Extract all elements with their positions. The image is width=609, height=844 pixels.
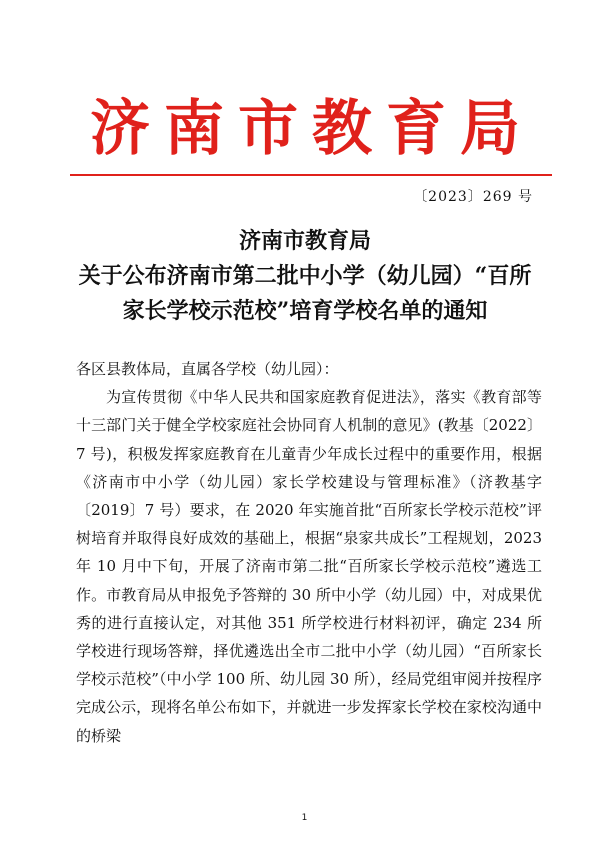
body-paragraph: 为宣传贯彻《中华人民共和国家庭教育促进法》，落实《教育部等十三部门关于健全学校家庭社会协同育人机制的意见》(教基〔2022〕7 号)，积极发挥家庭教育在儿童青少年成长过程中的重要作用，根据《济南市中小学（幼儿园）家长学校建设与管理标准》（济教基字〔2019〕7 号）要求，在 2020 年实施首批“百所家长学校示范校”评树培育并取得良好成效的基础上，根据“泉家共成长”工程规划，2023 年 10 月中下旬，开展了济南市第二批“百所家长学校示范校”遴选工作。市教育局从申报免予答辩的 30 所中小学（幼儿园）中，对成果优秀的进行直接认定，对其他 351 所学校进行材料初评，确定 234 所学校进行现场答辩，择优遴选出全市二批中小学（幼儿园）“百所家长学校示范校”（中小学 100 所、幼儿园 30 所），经局党组审阅并按程序完成公示，现将名单公布如下，并就进一步发挥家长学校在家校沟通中的桥梁 <box>76 388 542 745</box>
red-divider-line <box>70 174 552 176</box>
title-line-1: 济南市教育局 <box>238 228 371 254</box>
page-number: 1 <box>301 813 308 823</box>
salutation: 各区县教体局，直属各学校（幼儿园）： <box>76 360 339 378</box>
title-line-3: 家长学校示范校”培育学校名单的通知 <box>122 298 488 324</box>
title-line-2: 关于公布济南市第二批中小学（幼儿园）“百所 <box>78 263 532 289</box>
issuing-authority-header: 济南市教育局 <box>90 94 534 164</box>
document-body <box>76 355 542 750</box>
document-title <box>60 224 550 329</box>
document-number: 〔2023〕269 号 <box>413 189 533 205</box>
